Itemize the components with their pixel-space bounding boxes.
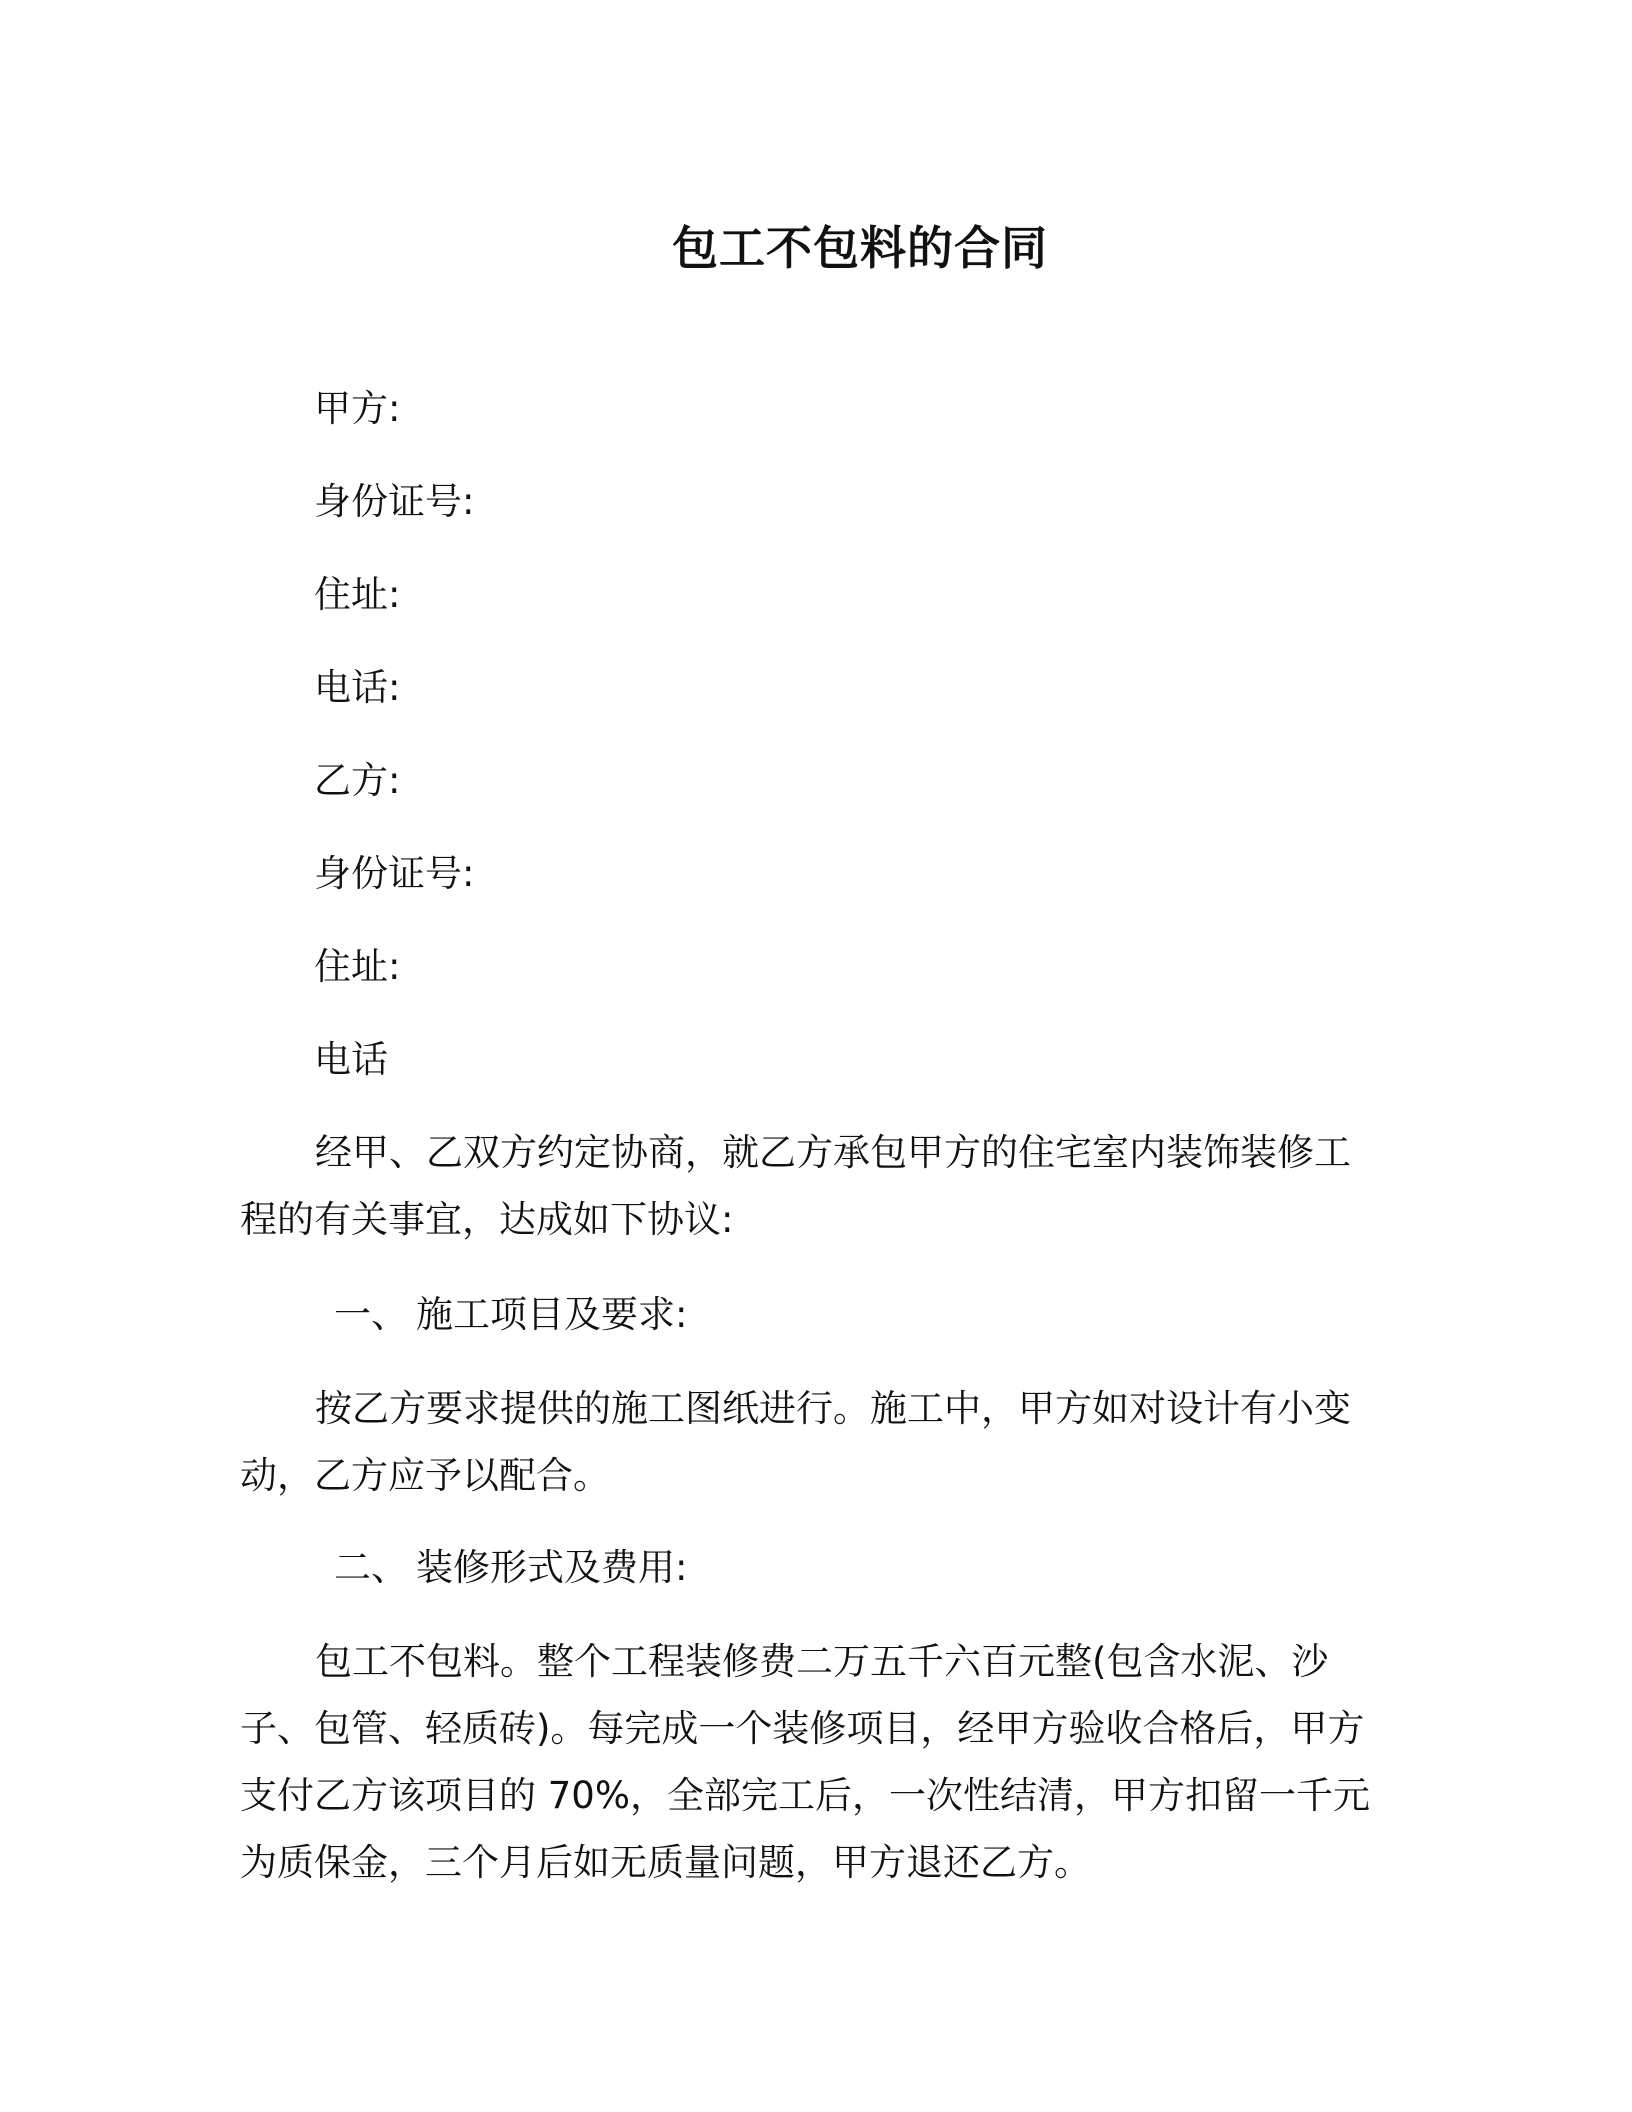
party-b-address-label: 住址: bbox=[314, 945, 401, 988]
section-heading-1 bbox=[334, 1291, 687, 1339]
section-title-2: 装修形式及费用: bbox=[416, 1546, 688, 1589]
section-title-1: 施工项目及要求: bbox=[416, 1293, 688, 1336]
section-number-1: 一、 bbox=[334, 1293, 408, 1336]
party-b-phone-label: 电话 bbox=[314, 1038, 388, 1081]
party-a-name-label: 甲方: bbox=[314, 387, 401, 430]
party-b-name-label: 乙方: bbox=[314, 759, 401, 802]
party-a-phone-label: 电话: bbox=[314, 666, 401, 709]
party-b-id-label: 身份证号: bbox=[314, 852, 475, 895]
document-title: 包工不包料的合同 bbox=[672, 221, 1048, 275]
section-number-2: 二、 bbox=[334, 1546, 408, 1589]
intro-paragraph: 经甲、乙双方约定协商，就乙方承包甲方的住宅室内装饰装修工程的有关事宜，达成如下协议: bbox=[240, 1131, 1351, 1241]
party-a-id-label: 身份证号: bbox=[314, 480, 475, 523]
party-a-address-label: 住址: bbox=[314, 573, 401, 616]
section-heading-2 bbox=[334, 1544, 687, 1592]
section-body-2: 包工不包料。整个工程装修费二万五千六百元整(包含水泥、沙子、包管、轻质砖)。每完成一个装修项目，经甲方验收合格后，甲方支付乙方该项目的 70%，全部完工后，一次性结清，甲方扣留一千元为质保金，三个月后如无质量问题，甲方退还乙方。 bbox=[240, 1640, 1370, 1884]
section-body-1: 按乙方要求提供的施工图纸进行。施工中，甲方如对设计有小变动，乙方应予以配合。 bbox=[240, 1387, 1351, 1497]
